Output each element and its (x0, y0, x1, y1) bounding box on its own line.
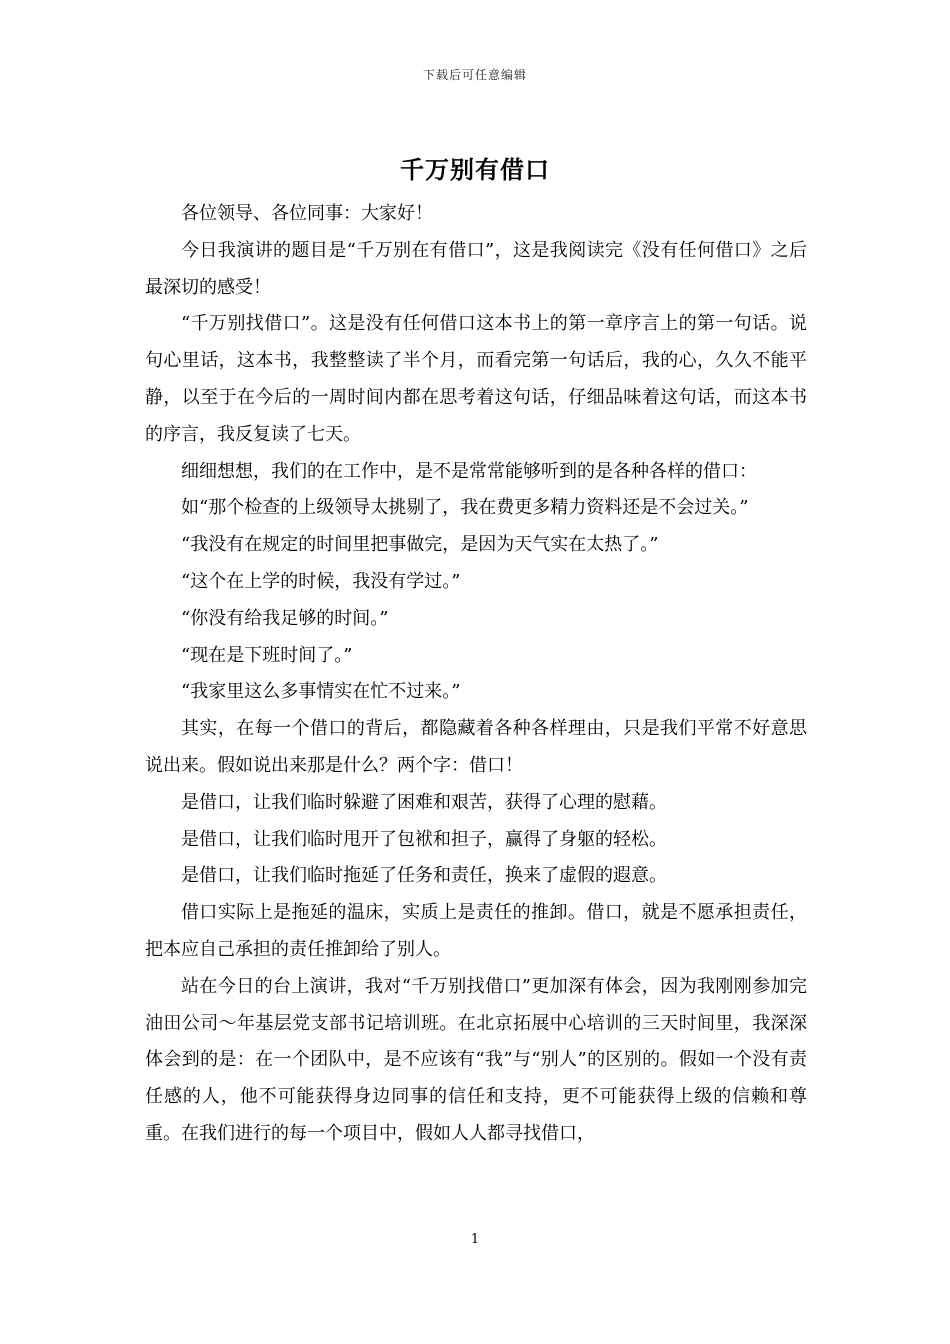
paragraph: 是借口，让我们临时躲避了困难和艰苦，获得了心理的慰藉。 (181, 791, 667, 813)
paragraph: “这个在上学的时候，我没有学过。” (181, 570, 461, 592)
paragraph: 细细想想，我们的在工作中，是不是常常能够听到的是各种各样的借口： (181, 460, 757, 482)
paragraph: 其实，在每一个借口的背后，都隐藏着各种各样理由，只是我们平常不好意思说出来。假如说出来那是什么？两个字：借口！ (145, 718, 807, 776)
paragraph: 借口实际上是拖延的温床，实质上是责任的推卸。借口，就是不愿承担责任，把本应自己承担的责任推卸给了别人。 (145, 902, 807, 960)
paragraph: 今日我演讲的题目是“千万别在有借口”，这是我阅读完《没有任何借口》之后最深切的感受！ (145, 239, 807, 298)
paragraph: “你没有给我足够的时间。” (181, 607, 389, 629)
page-number: 1 (470, 1232, 480, 1247)
paragraph: 是借口，让我们临时甩开了包袱和担子，赢得了身躯的轻松。 (181, 828, 667, 850)
paragraph: “现在是下班时间了。” (181, 644, 353, 666)
paragraph: 是借口，让我们临时拖延了任务和责任，换来了虚假的遐意。 (181, 865, 667, 887)
paragraph: “千万别找借口”。这是没有任何借口这本书上的第一章序言上的第一句话。说句心里话，这本书，我整整读了半个月，而看完第一句话后，我的心，久久不能平静，以至于在今后的一周时间内都在思考着这句话，仔细品味着这句话，而这本书的序言，我反复读了七天。 (145, 313, 807, 445)
paragraph: 如“那个检查的上级领导太挑剔了，我在费更多精力资料还是不会过关。” (181, 497, 749, 519)
document-title: 千万别有借口 (400, 155, 550, 184)
paragraph: 站在今日的台上演讲，我对“千万别找借口”更加深有体会，因为我刚刚参加完油田公司～年基层党支部书记培训班。在北京拓展中心培训的三天时间里，我深深体会到的是：在一个团队中，是不应该有“我”与“别人”的区别的。假如一个没有责任感的人，他不可能获得身边同事的信任和支持，更不可能获得上级的信赖和尊重。在我们进行的每一个项目中，假如人人都寻找借口， (145, 975, 807, 1144)
document-body (145, 196, 807, 1153)
page-header-note: 下载后可任意编辑 (422, 68, 527, 82)
paragraph: “我家里这么多事情实在忙不过来。” (181, 681, 461, 703)
paragraph: “我没有在规定的时间里把事做完，是因为天气实在太热了。” (181, 534, 659, 556)
paragraph: 各位领导、各位同事：大家好！ (181, 203, 433, 224)
